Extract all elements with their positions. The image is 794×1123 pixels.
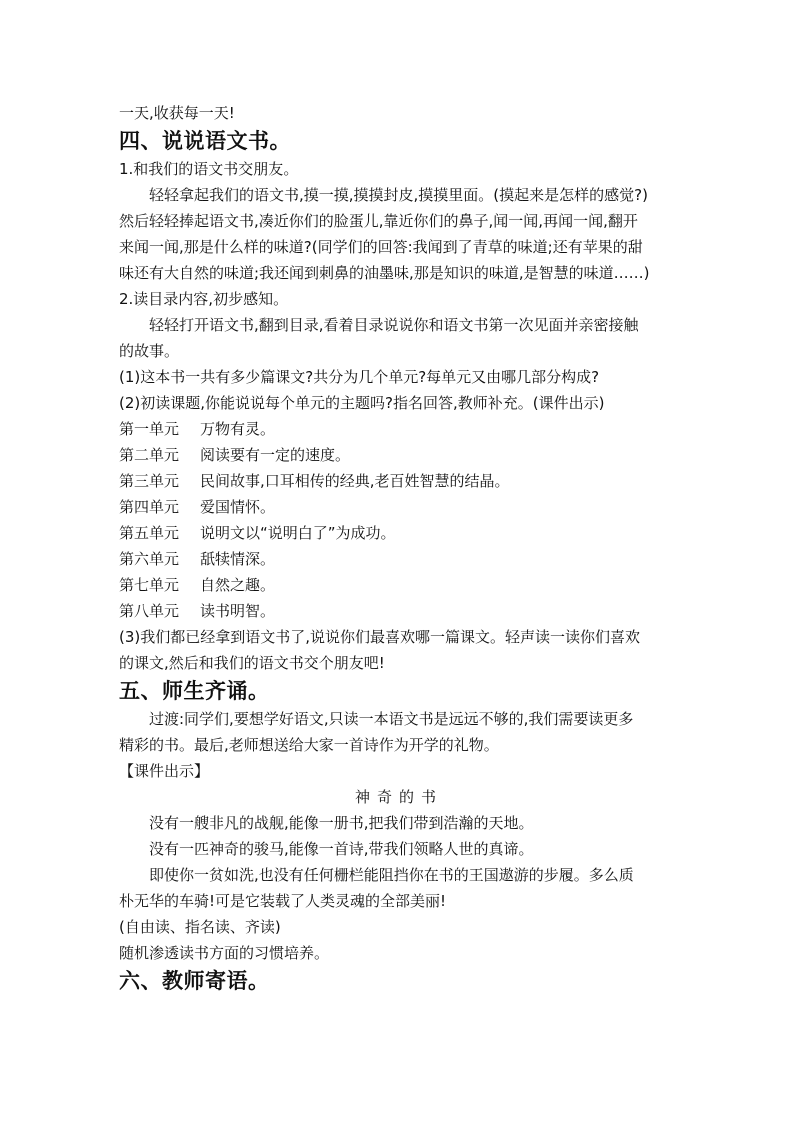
unit-row <box>119 494 679 520</box>
paragraph-line: 轻轻拿起我们的语文书,摸一摸,摸摸封皮,摸摸里面。(摸起来是怎样的感觉?) <box>149 186 648 204</box>
paragraph-line: 来闻一闻,那是什么样的味道?(同学们的回答:我闻到了青草的味道;还有苹果的甜 <box>119 238 643 256</box>
question-2: (2)初读课题,你能说说每个单元的主题吗?指名回答,教师补充。(课件出示) <box>119 394 605 412</box>
poem-line: 没有一匹神奇的骏马,能像一首诗,带我们领略人世的真谛。 <box>149 840 534 858</box>
continued-line: 一天,收获每一天! <box>119 104 235 122</box>
unit-row <box>119 416 679 442</box>
unit-name: 第三单元 <box>119 472 180 490</box>
subsection-1: 1.和我们的语文书交朋友。 <box>119 160 299 178</box>
section-heading-5: 五、师生齐诵。 <box>119 679 270 703</box>
poem-line: 即使你一贫如洗,也没有任何栅栏能阻挡你在书的王国遨游的步履。多么质 <box>149 866 634 884</box>
unit-name: 第八单元 <box>119 602 180 620</box>
unit-row <box>119 598 679 624</box>
courseware-label: 【课件出示】 <box>119 762 210 780</box>
unit-theme: 舐犊情深。 <box>200 550 276 568</box>
paragraph-line: 过渡:同学们,要想学好语文,只读一本语文书是远远不够的,我们需要读更多 <box>149 710 634 728</box>
unit-theme: 民间故事,口耳相传的经典,老百姓智慧的结晶。 <box>200 472 510 490</box>
poem-title: 神奇的书 <box>354 788 443 806</box>
unit-name: 第七单元 <box>119 576 180 594</box>
subsection-2: 2.读目录内容,初步感知。 <box>119 290 289 308</box>
paragraph-line: 轻轻打开语文书,翻到目录,看着目录说说你和语文书第一次见面并亲密接触 <box>149 316 639 334</box>
paragraph-line: 味还有大自然的味道;我还闻到刺鼻的油墨味,那是知识的味道,是智慧的味道……) <box>119 264 650 282</box>
unit-name: 第一单元 <box>119 420 180 438</box>
section-heading-4: 四、说说语文书。 <box>119 129 291 153</box>
unit-row <box>119 520 679 546</box>
unit-theme: 自然之趣。 <box>200 576 276 594</box>
document-page <box>119 100 679 996</box>
unit-theme: 万物有灵。 <box>200 420 276 438</box>
unit-list <box>119 416 679 624</box>
unit-name: 第六单元 <box>119 550 180 568</box>
paragraph-line: 的故事。 <box>119 342 180 360</box>
unit-name: 第四单元 <box>119 498 180 516</box>
paragraph-line: 的课文,然后和我们的语文书交个朋友吧! <box>119 654 385 672</box>
unit-row <box>119 572 679 598</box>
paragraph-line: 然后轻轻捧起语文书,凑近你们的脸蛋儿,靠近你们的鼻子,闻一闻,再闻一闻,翻开 <box>119 212 638 230</box>
unit-row <box>119 546 679 572</box>
poem-line: 没有一艘非凡的战舰,能像一册书,把我们带到浩瀚的天地。 <box>149 814 534 832</box>
unit-row <box>119 442 679 468</box>
unit-name: 第二单元 <box>119 446 180 464</box>
section-heading-6: 六、教师寄语。 <box>119 969 270 993</box>
unit-name: 第五单元 <box>119 524 180 542</box>
reading-note: (自由读、指名读、齐读) <box>119 918 281 936</box>
unit-theme: 阅读要有一定的速度。 <box>200 446 351 464</box>
unit-theme: 爱国情怀。 <box>200 498 276 516</box>
question-1: (1)这本书一共有多少篇课文?共分为几个单元?每单元又由哪几部分构成? <box>119 368 600 386</box>
unit-theme: 说明文以“说明白了”为成功。 <box>200 524 396 542</box>
question-3: (3)我们都已经拿到语文书了,说说你们最喜欢哪一篇课文。轻声读一读你们喜欢 <box>119 628 641 646</box>
unit-theme: 读书明智。 <box>200 602 276 620</box>
paragraph-line: 精彩的书。最后,老师想送给大家一首诗作为开学的礼物。 <box>119 736 499 754</box>
poem-line: 朴无华的车骑!可是它装载了人类灵魂的全部美丽! <box>119 892 447 910</box>
unit-row <box>119 468 679 494</box>
reading-note: 随机渗透读书方面的习惯培养。 <box>119 944 330 962</box>
